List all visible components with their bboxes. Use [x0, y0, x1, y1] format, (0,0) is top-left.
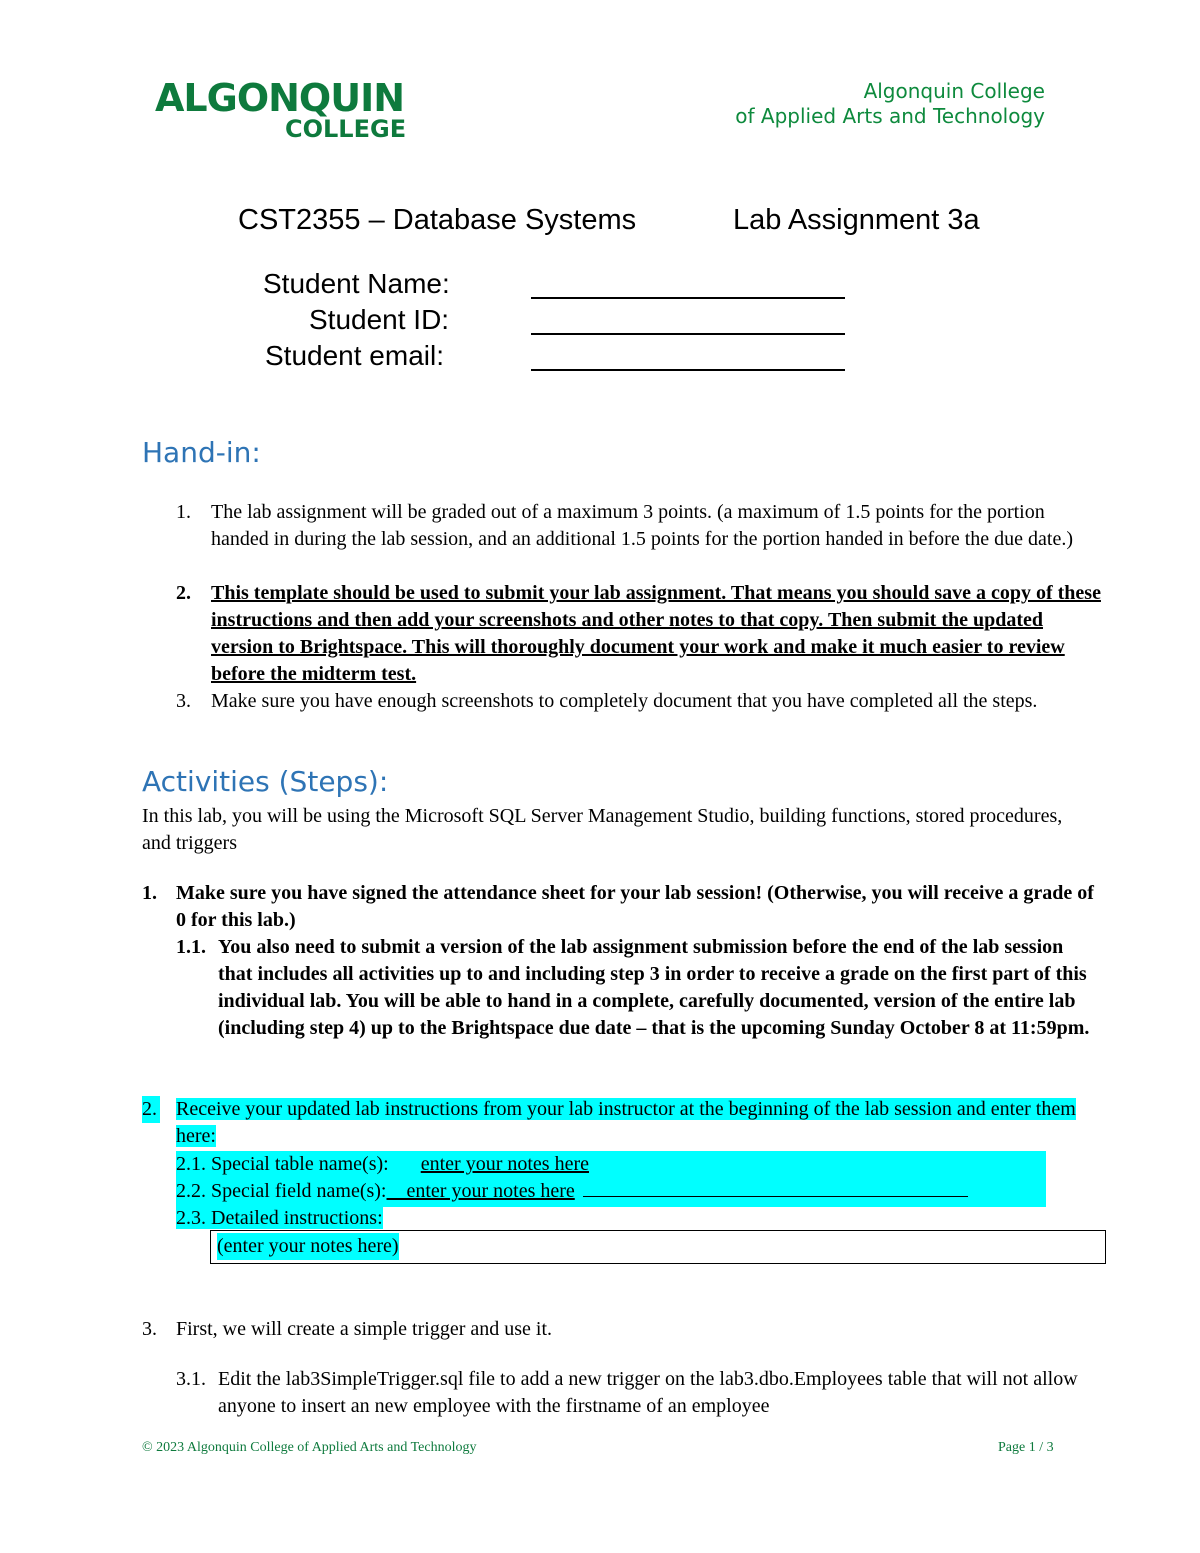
student-email-label: Student email: [265, 340, 444, 371]
activities-intro: In this lab, you will be using the Microsoft SQL Server Management Studio, building functions, stored procedures, and triggers [142, 805, 1063, 854]
step-3-num: 3. [142, 1318, 157, 1340]
special-table-name-field[interactable]: enter your notes here [420, 1153, 589, 1175]
handin-heading: Hand-in: [142, 436, 261, 469]
handin-item-1-text: The lab assignment will be graded out of a maximum 3 points. (a maximum of 1.5 points for the portion handed in during the lab session, and an additional 1.5 points for the portion handed in before the due date.) [211, 501, 1074, 550]
step-2-3-label: Detailed instructions: [211, 1207, 383, 1229]
college-info [735, 79, 1045, 129]
handin-item-3-num: 3. [176, 690, 191, 712]
step-2 [142, 1096, 1102, 1150]
step-2-num: 2. [142, 1096, 160, 1123]
activities-heading: Activities (Steps): [142, 765, 389, 798]
handin-item-1-num: 1. [176, 501, 191, 523]
handin-item-2-num: 2. [176, 582, 191, 604]
step-2-3 [176, 1205, 476, 1232]
student-id-label: Student ID: [309, 304, 450, 335]
college-name: Algonquin College [863, 79, 1045, 103]
handin-item-1 [176, 499, 1106, 553]
college-subtitle: of Applied Arts and Technology [735, 104, 1045, 128]
step-1 [142, 880, 1102, 934]
step-2-1 [176, 1151, 1046, 1178]
step-2-text: Receive your updated lab instructions from your lab instructor at the beginning of the lab session and enter them here: [176, 1098, 1076, 1147]
step-3-1-num: 3.1. [176, 1368, 206, 1390]
student-email-field[interactable] [531, 369, 845, 371]
handin-item-2 [176, 580, 1106, 688]
step-2-2-label: Special field name(s): [211, 1180, 387, 1202]
step-3-1 [176, 1366, 1102, 1420]
step-2-2-num: 2.2. [176, 1180, 206, 1202]
step-1-num: 1. [142, 882, 157, 904]
step-2-3-num: 2.3. [176, 1207, 206, 1229]
footer-page-number: Page 1 / 3 [998, 1440, 1054, 1455]
step-2-2 [176, 1178, 1046, 1205]
handin-item-2-text: This template should be used to submit your lab assignment. That means you should save a copy of these instructions and then add your screenshots and other notes to that copy. Then submit the updated version to Brightspace. This will thoroughly document your work and make it much easier to review before the midterm test. [211, 582, 1101, 685]
step-2-1-label: Special table name(s): [211, 1153, 389, 1175]
student-name-label: Student Name: [263, 268, 450, 299]
step-1-text: Make sure you have signed the attendance sheet for your lab session! (Otherwise, you will receive a grade of 0 for this lab.) [176, 882, 1094, 931]
student-name-field[interactable] [531, 297, 845, 299]
handin-item-3 [176, 688, 1106, 715]
footer-copyright: © 2023 Algonquin College of Applied Arts and Technology [142, 1440, 477, 1455]
logo-line1: ALGONQUIN [155, 76, 405, 120]
handin-item-3-text: Make sure you have enough screenshots to completely document that you have completed all the steps. [211, 690, 1038, 712]
step-1-1 [176, 934, 1102, 1042]
step-1-1-num: 1.1. [176, 936, 206, 958]
step-2-1-num: 2.1. [176, 1153, 206, 1175]
algonquin-logo [155, 78, 410, 144]
detailed-instructions-box[interactable] [210, 1230, 1106, 1264]
assignment-title: Lab Assignment 3a [733, 204, 980, 236]
student-id-field[interactable] [531, 333, 845, 335]
logo-line2: COLLEGE [285, 115, 407, 143]
step-1-1-text: You also need to submit a version of the lab assignment submission before the end of the lab session that includes all activities up to and including step 3 in order to receive a grade on the first part of this individual lab. You will be able to hand in a complete, carefully documented, version of the entire lab (including step 4) up to the Brightspace due date – that is the upcoming Sunday October 8 at 11:59pm. [218, 936, 1090, 1039]
special-field-name-line [583, 1178, 968, 1197]
step-3 [142, 1316, 1102, 1343]
step-3-1-text: Edit the lab3SimpleTrigger.sql file to add a new trigger on the lab3.dbo.Employees table that will not allow anyone to insert an new employee with the firstname of an employee [218, 1368, 1078, 1417]
step-3-text: First, we will create a simple trigger and use it. [176, 1318, 553, 1340]
course-title: CST2355 – Database Systems [238, 204, 637, 236]
detailed-instructions-field[interactable]: (enter your notes here) [217, 1233, 399, 1260]
special-field-name-field[interactable]: enter your notes here [406, 1180, 575, 1202]
